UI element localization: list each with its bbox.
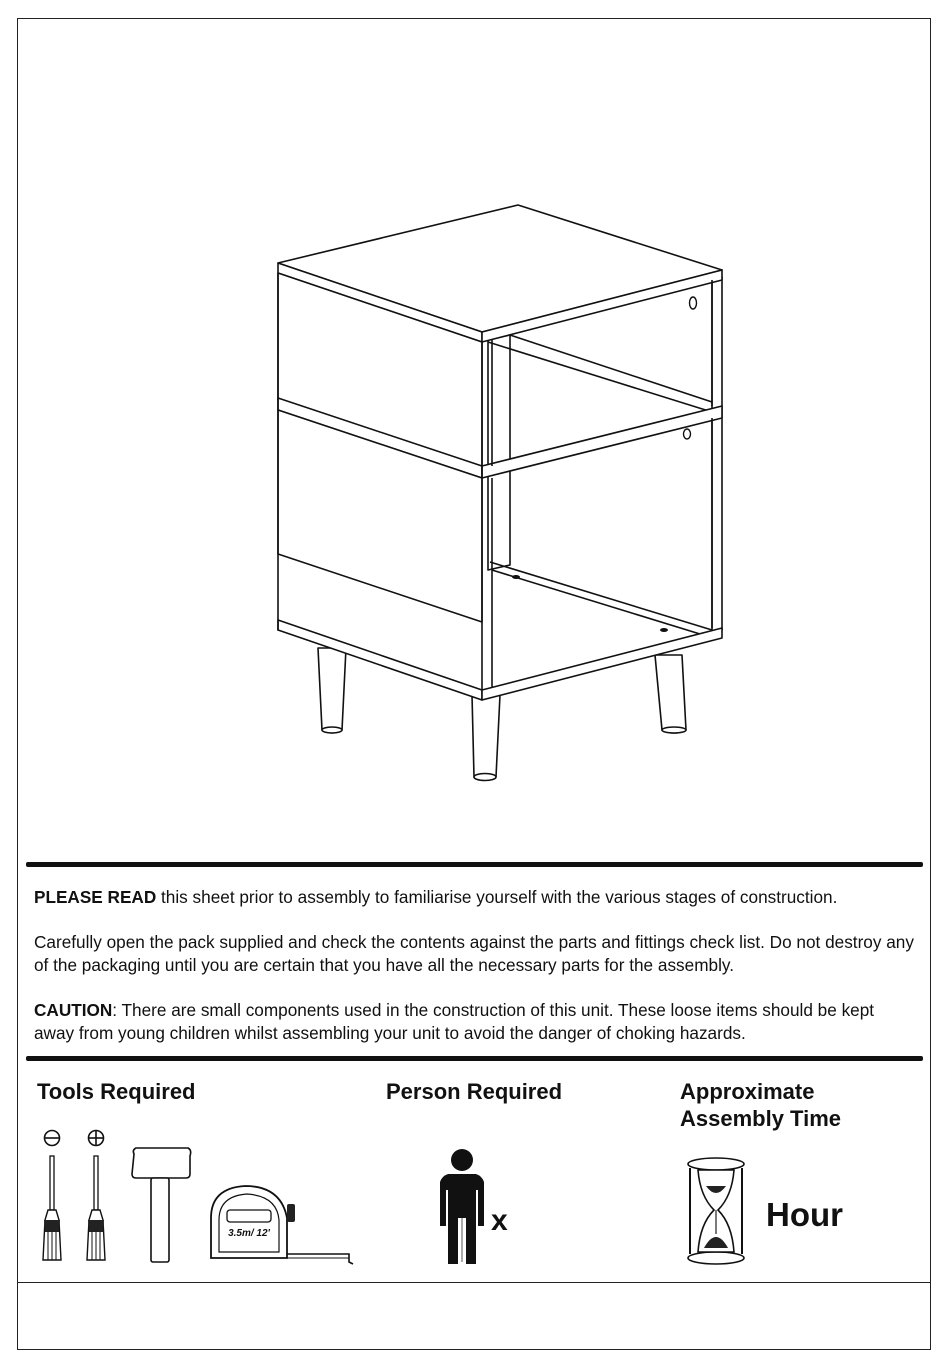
section-divider-top bbox=[26, 862, 923, 867]
packaging-paragraph: Carefully open the pack supplied and check the contents against the parts and fittings check list. Do not destroy any of the packaging until you are certain that you have all the necessary parts for the assembly. bbox=[34, 932, 914, 975]
hourglass-icon bbox=[684, 1156, 748, 1266]
tape-measure-icon bbox=[205, 1182, 355, 1270]
assembly-time-heading bbox=[680, 1078, 900, 1132]
person-icon bbox=[438, 1146, 490, 1268]
please-read-text: this sheet prior to assembly to familiarise yourself with the various stages of construction. bbox=[156, 887, 838, 907]
hammer-icon bbox=[128, 1144, 194, 1268]
phillips-screwdriver-icon bbox=[82, 1128, 110, 1268]
please-read-paragraph bbox=[34, 886, 914, 909]
assembly-time-unit: Hour bbox=[766, 1196, 843, 1233]
caution-text: : There are small components used in the construction of this unit. These loose items should be kept away from young children whilst assembling your unit to avoid the danger of choking hazards. bbox=[34, 1000, 875, 1043]
section-divider-bottom bbox=[26, 1056, 923, 1061]
caution-paragraph bbox=[34, 999, 914, 1045]
tools-required-heading: Tools Required bbox=[37, 1079, 196, 1104]
assembly-time-heading-line1: Approximate bbox=[680, 1079, 815, 1104]
tape-measure-label: 3.5m/ 12' bbox=[228, 1228, 270, 1239]
please-read-label: PLEASE READ bbox=[34, 887, 157, 907]
assembly-time-heading-line2: Assembly Time bbox=[680, 1106, 842, 1131]
person-required-heading: Person Required bbox=[386, 1079, 563, 1104]
flat-screwdriver-icon bbox=[38, 1128, 66, 1268]
caution-label: CAUTION bbox=[34, 1000, 113, 1020]
footer-divider bbox=[17, 1282, 931, 1283]
bedside-table-illustration bbox=[260, 190, 740, 790]
person-count-multiplier: x bbox=[491, 1204, 508, 1237]
